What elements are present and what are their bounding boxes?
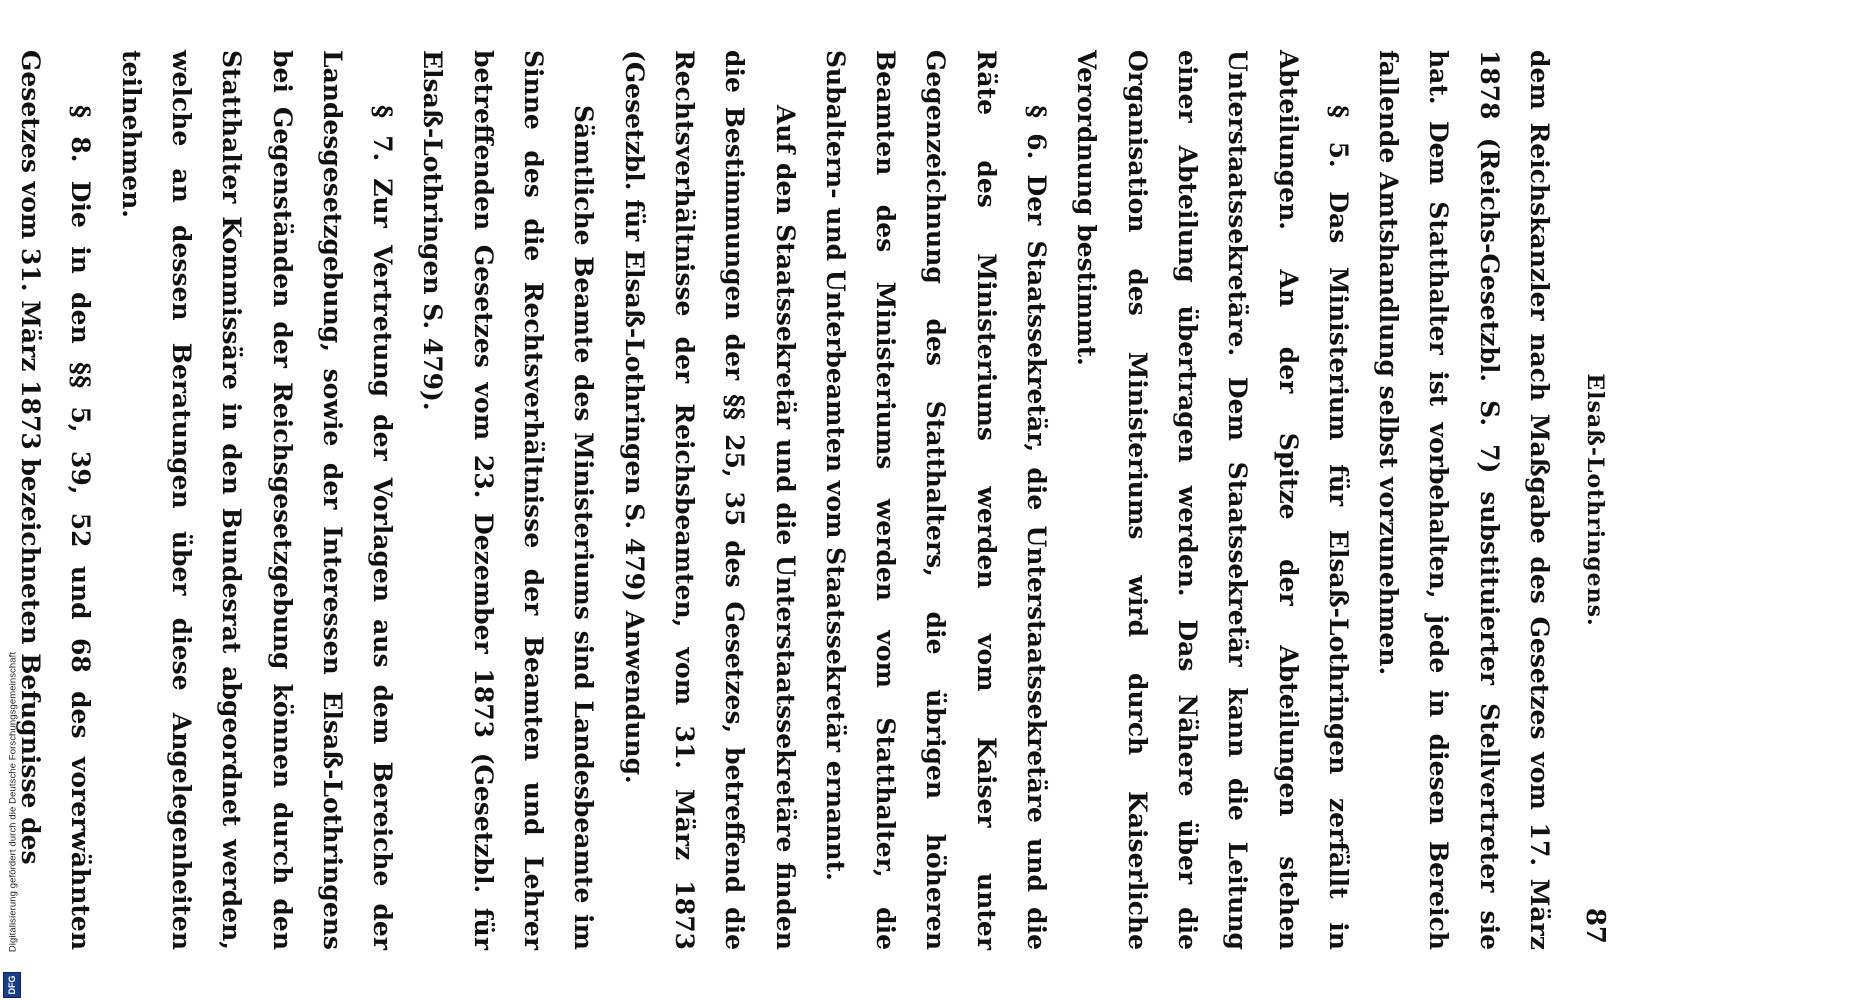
paragraph-section-8: § 8. Die in den §§ 5, 39, 52 und 68 des vorerwähnten Gesetzes vom 31. März 1873 bezeichneten Befugnisse des (16, 50, 96, 950)
paragraph-section-6: § 6. Der Staatssekretär, die Unterstaatssekretäre und die Räte des Ministeriums werden vom Kaiser unter Gegenzeichnung des Statthalters, die übrigen höheren Beamten des Ministeriums werden vom Statthalter, die Subaltern- und Unterbeamten vom Staatssekretär ernannt. (820, 50, 1052, 950)
dfg-logo-text: DFG (7, 975, 17, 995)
paragraph-section-6-staatssekretaer: Auf den Staatssekretär und die Unterstaatssekretäre finden die Bestimmungen der §§ 25, 35 des Gesetzes, betreffend die Rechtsverhältnisse der Reichsbeamten, vom 31. März 1873 (Gesetzbl. für Elsaß-Lothringen S. 479) Anwendung. (619, 50, 800, 950)
paragraph-section-7: § 7. Zur Vertretung der Vorlagen aus dem Bereiche der Landesgesetzgebung, sowie der Interessen Elsaß-Lothringens bei Gegenständen der Reichsgesetzgebung können durch den Statthalter Kommissäre in den Bundesrat abgeordnet werden, welche an dessen Beratungen über diese Angelegenheiten teilnehmen. (116, 50, 398, 950)
scanned-page-area (16, 0, 1710, 1000)
scanned-page (16, 20, 1660, 980)
digitization-credit: Digitalisierung gefördert durch die Deutsche Forschungsgemeinschaft (7, 651, 19, 953)
paragraph-section-5: § 5. Das Ministerium für Elsaß-Lothringen zerfällt in Abteilungen. An der Spitze der Abteilungen stehen Unterstaatssekretäre. Dem Staatssekretär kann die Leitung einer Abteilung übertragen werden. Das Nähere über die Organisation des Ministeriums wird durch Kaiserliche Verordnung bestimmt. (1072, 50, 1353, 950)
paragraph-section-6-beamte: Sämtliche Beamte des Ministeriums sind Landesbeamte im Sinne des die Rechtsverhältnisse der Beamten und Lehrer betreffenden Gesetzes vom 23. Dezember 1873 (Gesetzbl. für Elsaß-Lothringen S. 479). (418, 50, 599, 950)
running-title: Elsaß-Lothringens. (1582, 373, 1608, 627)
running-head (1570, 50, 1620, 950)
page-number: 87 (1580, 907, 1610, 944)
dfg-logo-icon (3, 972, 21, 998)
paragraph-continuation: dem Reichskanzler nach Maßgabe des Gesetzes vom 17. März 1878 (Reichs-Gesetzbl. S. 7) substituierter Stellvertreter sie hat. Dem Statthalter ist vorbehalten, jede in diesen Bereich fallende Amtshandlung selbst vorzunehmen. (1374, 50, 1554, 950)
